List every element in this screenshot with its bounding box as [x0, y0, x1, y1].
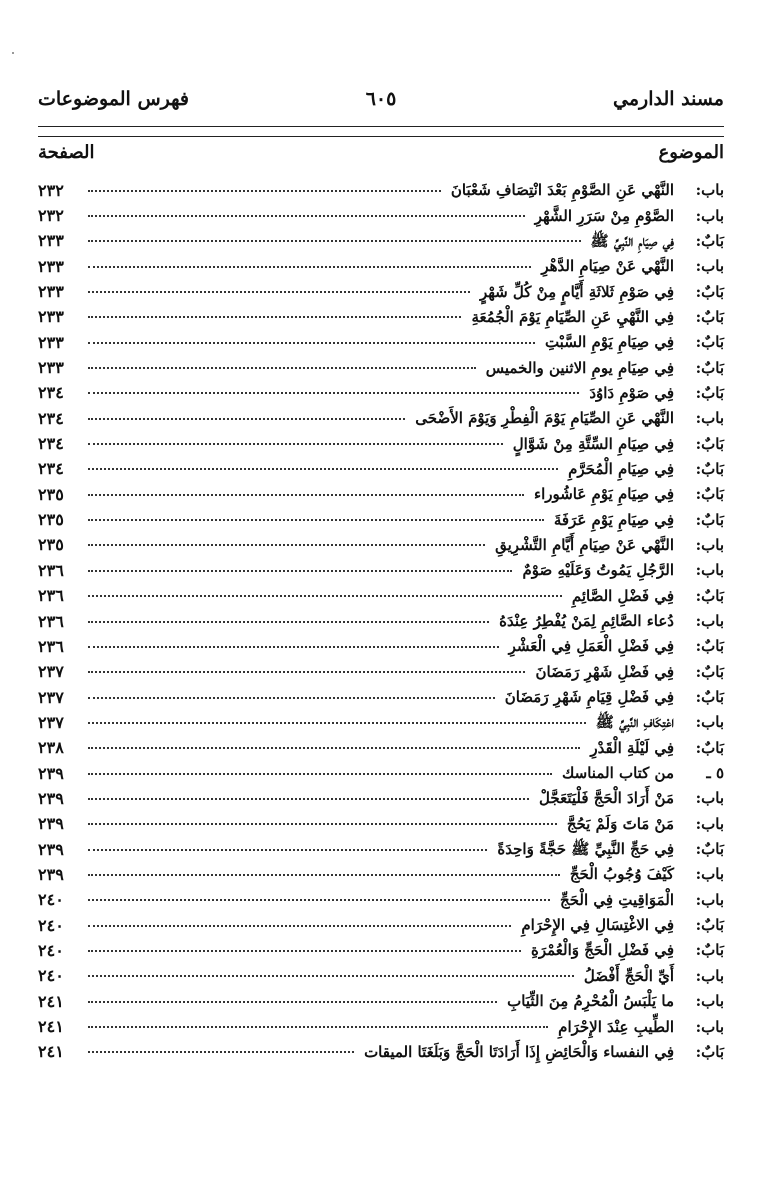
entry-title: فِي صِيَامِ يَوْمِ عَرَفَةَ [553, 510, 674, 529]
entry-title: فِي فَضْلِ قِيَامِ شَهْرِ رَمَضَانَ [504, 688, 674, 707]
index-entry-row [38, 786, 724, 811]
entry-page-number: ٢٣٣ [38, 256, 64, 276]
entry-page-number: ٢٣٩ [38, 814, 64, 834]
index-entry-row [38, 584, 724, 609]
index-entry-row [38, 330, 724, 355]
entry-page-number: ٢٤٠ [38, 915, 64, 935]
column-headings [38, 142, 724, 172]
dot-leader [88, 595, 562, 597]
entry-page-number: ٢٤١ [38, 1017, 64, 1037]
entry-page-number: ٢٤٠ [38, 940, 64, 960]
index-entry-row [38, 507, 724, 532]
entry-title: فِي فَضْلِ الْحَجِّ وَالْعُمْرَةِ [530, 941, 674, 960]
entry-page-number: ٢٣٤ [38, 459, 64, 479]
entry-title: الصَّوْمِ مِنْ سَرَرِ الشَّهْرِ [534, 206, 674, 225]
dot-leader [88, 266, 531, 268]
entry-title: النَّهْي عَنِ الصَّوْمِ بَعْدَ انْتِصَافِ شَعْبَانَ [450, 181, 674, 200]
entry-title: فِي صِيَامِ يَوْمِ السَّبْتِ [544, 333, 674, 352]
entry-label: باب : [674, 183, 724, 198]
dot-leader [88, 1001, 497, 1003]
entry-title: كَيْفَ وُجُوبُ الْحَجِّ [569, 865, 674, 884]
entry-page-number: ٢٣٦ [38, 560, 64, 580]
entry-title: فِي صِيَامِ السِّتَّةِ مِنْ شَوَّالٍ [512, 434, 674, 453]
dot-leader [88, 544, 485, 546]
entry-label: باب : [674, 893, 724, 908]
index-entry-row [38, 989, 724, 1014]
dot-leader [88, 190, 441, 192]
entry-label: بَابٌ : [674, 285, 724, 300]
entry-page-number: ٢٣٢ [38, 180, 64, 200]
entry-label: بَابٌ : [674, 310, 724, 325]
index-entry-row [38, 736, 724, 761]
entry-page-number: ٢٣٩ [38, 864, 64, 884]
entry-page-number: ٢٣٦ [38, 611, 64, 631]
dot-leader [88, 874, 560, 876]
dot-leader [88, 671, 525, 673]
entry-page-number: ٢٣٤ [38, 383, 64, 403]
entry-page-number: ٢٣٥ [38, 510, 64, 530]
entry-page-number: ٢٤١ [38, 991, 64, 1011]
entry-title: النَّهْي عَنْ صِيَامِ أَيَّامِ التَّشْرِيقِ [495, 535, 674, 554]
index-entry-row [38, 279, 724, 304]
entry-page-number: ٢٣٦ [38, 636, 64, 656]
dot-leader [88, 975, 574, 977]
entry-title: الطِّيبِ عِنْدَ الإِحْرَامِ [558, 1017, 674, 1036]
entry-title: النَّهْي عَنْ صِيَامِ الدَّهْرِ [541, 257, 674, 276]
index-entry-row [38, 229, 724, 254]
index-entry-row [38, 660, 724, 685]
entry-title: النَّهْي عَنِ الصِّيَامِ يَوْمَ الْفِطْرِ وَيَوْمَ الأَضْحَى [415, 409, 674, 428]
entry-page-number: ٢٣٧ [38, 687, 64, 707]
dot-leader [88, 443, 503, 445]
index-entry-row [38, 837, 724, 862]
entry-page-number: ٢٣٩ [38, 839, 64, 859]
entry-title: فِي فَضْلِ الصَّائِمِ [571, 586, 674, 605]
entry-page-number: ٢٣٧ [38, 712, 64, 732]
entry-page-number: ٢٣٩ [38, 788, 64, 808]
entry-page-number: ٢٣٣ [38, 358, 64, 378]
index-entry-row [38, 203, 724, 228]
entry-page-number: ٢٤١ [38, 1042, 64, 1062]
dot-leader [88, 291, 470, 293]
index-entry-row [38, 812, 724, 837]
dot-leader [88, 621, 489, 623]
dot-leader [88, 215, 525, 217]
entry-title: فِي النَّهْيِ عَنِ الصِّيَامِ يَوْمَ الْجُمُعَةِ [471, 307, 674, 326]
entry-label: بَابٌ : [674, 462, 724, 477]
entry-title: فِي فَضْلِ الْعَمَلِ فِي الْعَشْرِ [508, 637, 674, 656]
entry-title: ما يَلْبَسُ الْمُحْرِمُ مِنَ الثِّيَابِ [507, 992, 674, 1011]
entry-label: باب : [674, 209, 724, 224]
index-entry-row [38, 482, 724, 507]
dot-leader [88, 925, 511, 927]
entry-title: فِي فَضْلِ شَهْرِ رَمَضَانَ [535, 662, 674, 681]
dot-leader [88, 316, 461, 318]
entry-title: فِي حَجِّ النَّبِيِّ ﷺ حَجَّةً وَاحِدَةً [497, 840, 674, 859]
entry-label: باب : [674, 994, 724, 1009]
entry-page-number: ٢٣٩ [38, 763, 64, 783]
entry-label: بَابٌ : [674, 361, 724, 376]
dot-leader [88, 823, 557, 825]
entry-page-number: ٢٤٠ [38, 966, 64, 986]
index-entry-row [38, 431, 724, 456]
entry-label: بَابٌ : [674, 639, 724, 654]
index-entry-row [38, 305, 724, 330]
dot-leader [88, 849, 487, 851]
entry-title: فِي صَوْمِ دَاوُدَ [589, 383, 674, 402]
topic-column-heading: الموضوع [658, 142, 724, 163]
entry-label: بَابٌ : [674, 234, 724, 249]
entry-page-number: ٢٣٦ [38, 586, 64, 606]
entry-title: فِي صِيَامِ يَوْمِ عَاشُوراء [534, 485, 674, 504]
index-entry-row [38, 1014, 724, 1039]
entry-title: الرَّجُلِ يَمُوتُ وَعَلَيْهِ صَوْمٌ [522, 561, 674, 580]
index-entry-row [38, 178, 724, 203]
dot-leader [88, 1051, 354, 1053]
entry-page-number: ٢٤٠ [38, 890, 64, 910]
running-header [38, 88, 724, 122]
dot-leader [88, 240, 581, 242]
entry-title: فِي صِيَامِ يومِ الاثنين والخميس [485, 358, 674, 377]
entry-label: بَابٌ : [674, 437, 724, 452]
entry-label: باب : [674, 791, 724, 806]
index-entry-row [38, 406, 724, 431]
entry-label: باب : [674, 259, 724, 274]
entry-label: باب : [674, 411, 724, 426]
entry-title: اعْتِكَافِ النَّبِيِّ ﷺ [595, 713, 674, 732]
index-entry-row [38, 888, 724, 913]
page-column-heading: الصفحة [38, 142, 95, 163]
index-entry-row [38, 710, 724, 735]
entry-label: باب : [674, 969, 724, 984]
entry-label: بَابٌ : [674, 741, 724, 756]
entry-label: باب : [674, 817, 724, 832]
entry-page-number: ٢٣٧ [38, 662, 64, 682]
entry-title: فِي صِيَامِ النَّبِيِّ ﷺ [590, 231, 674, 250]
entry-label: ٥ ـ [706, 764, 724, 783]
entry-label: بَابٌ : [674, 513, 724, 528]
index-entry-row [38, 862, 724, 887]
entry-label: بَابٌ : [674, 842, 724, 857]
header-rule-bottom [38, 136, 724, 137]
dot-leader [88, 773, 552, 775]
dot-leader [88, 570, 512, 572]
index-entry-row [38, 938, 724, 963]
entry-title: فِي لَيْلَةِ الْقَدْرِ [590, 738, 674, 757]
entry-page-number: ٢٣٣ [38, 231, 64, 251]
entry-title: من كتاب المناسك [562, 764, 674, 783]
dot-leader [88, 418, 405, 420]
index-entry-row [38, 1040, 724, 1065]
entry-page-number: ٢٣٣ [38, 282, 64, 302]
entry-label: باب : [674, 538, 724, 553]
entry-title: مَنْ أَرَادَ الْحَجَّ فَلْيَتَعَجَّلْ [539, 789, 674, 808]
index-entry-row [38, 355, 724, 380]
entry-label: بَابٌ : [674, 335, 724, 350]
entry-page-number: ٢٣٢ [38, 206, 64, 226]
entry-title: فِي النفساء وَالْحَائِضِ إِذَا أَرَادَتَا الْحَجَّ وَبَلَغَتَا الميقات [364, 1042, 674, 1061]
entry-title: فِي صَوْمِ ثَلاثَةِ أَيَّامٍ مِنْ كُلِّ شَهْرٍ [479, 282, 674, 301]
index-entry-row [38, 457, 724, 482]
section-title: فهرس الموضوعات [38, 88, 189, 110]
margin-speck [12, 52, 14, 54]
entry-label: باب : [674, 614, 724, 629]
index-entry-list [38, 178, 724, 1065]
dot-leader [88, 342, 535, 344]
entry-page-number: ٢٣٣ [38, 332, 64, 352]
index-entry-row [38, 685, 724, 710]
entry-title: فِي الاغْتِسَالِ فِي الإِحْرَامِ [521, 916, 674, 935]
dot-leader [88, 747, 580, 749]
dot-leader [88, 798, 529, 800]
index-entry-row [38, 964, 724, 989]
header-rule-top [38, 126, 724, 127]
entry-title: مَنْ مَاتَ وَلَمْ يَحُجَّ [566, 814, 674, 833]
entry-label: بَابٌ : [674, 665, 724, 680]
index-entry-row [38, 609, 724, 634]
entry-page-number: ٢٣٥ [38, 484, 64, 504]
entry-label: بَابٌ : [674, 386, 724, 401]
dot-leader [88, 899, 550, 901]
index-entry-row [38, 558, 724, 583]
index-entry-row [38, 381, 724, 406]
entry-page-number: ٢٣٤ [38, 408, 64, 428]
dot-leader [88, 494, 524, 496]
index-entry-row [38, 634, 724, 659]
entry-label: باب : [674, 867, 724, 882]
chapter-heading-row [38, 761, 724, 786]
page-number: ٦٠٥ [365, 88, 397, 110]
entry-page-number: ٢٣٣ [38, 307, 64, 327]
dot-leader [88, 519, 544, 521]
dot-leader [88, 392, 579, 394]
entry-label: باب : [674, 563, 724, 578]
entry-label: باب : [674, 1020, 724, 1035]
dot-leader [88, 646, 499, 648]
dot-leader [88, 722, 586, 724]
dot-leader [88, 950, 521, 952]
entry-label: بَابٌ : [674, 918, 724, 933]
dot-leader [88, 697, 495, 699]
entry-label: بَابٌ : [674, 943, 724, 958]
entry-label: بَابٌ : [674, 690, 724, 705]
dot-leader [88, 468, 558, 470]
index-entry-row [38, 913, 724, 938]
dot-leader [88, 1026, 548, 1028]
entry-title: الْمَوَاقِيتِ فِي الْحَجِّ [560, 890, 674, 909]
book-title: مسند الدارمي [613, 88, 724, 110]
entry-title: أَيِّ الْحَجِّ أَفْضَلُ [583, 966, 674, 985]
entry-page-number: ٢٣٤ [38, 434, 64, 454]
entry-title: دُعاء الصَّائِمِ لِمَنْ يُفْطِرُ عِنْدَهُ [499, 612, 674, 631]
index-entry-row [38, 254, 724, 279]
entry-label: بَابٌ : [674, 1045, 724, 1060]
entry-label: بَابٌ : [674, 589, 724, 604]
entry-page-number: ٢٣٥ [38, 535, 64, 555]
entry-page-number: ٢٣٨ [38, 738, 64, 758]
entry-title: فِي صِيَامِ الْمُحَرَّمِ [568, 459, 674, 478]
entry-label: بَابٌ : [674, 487, 724, 502]
dot-leader [88, 367, 476, 369]
entry-label: باب : [674, 715, 724, 730]
index-entry-row [38, 533, 724, 558]
